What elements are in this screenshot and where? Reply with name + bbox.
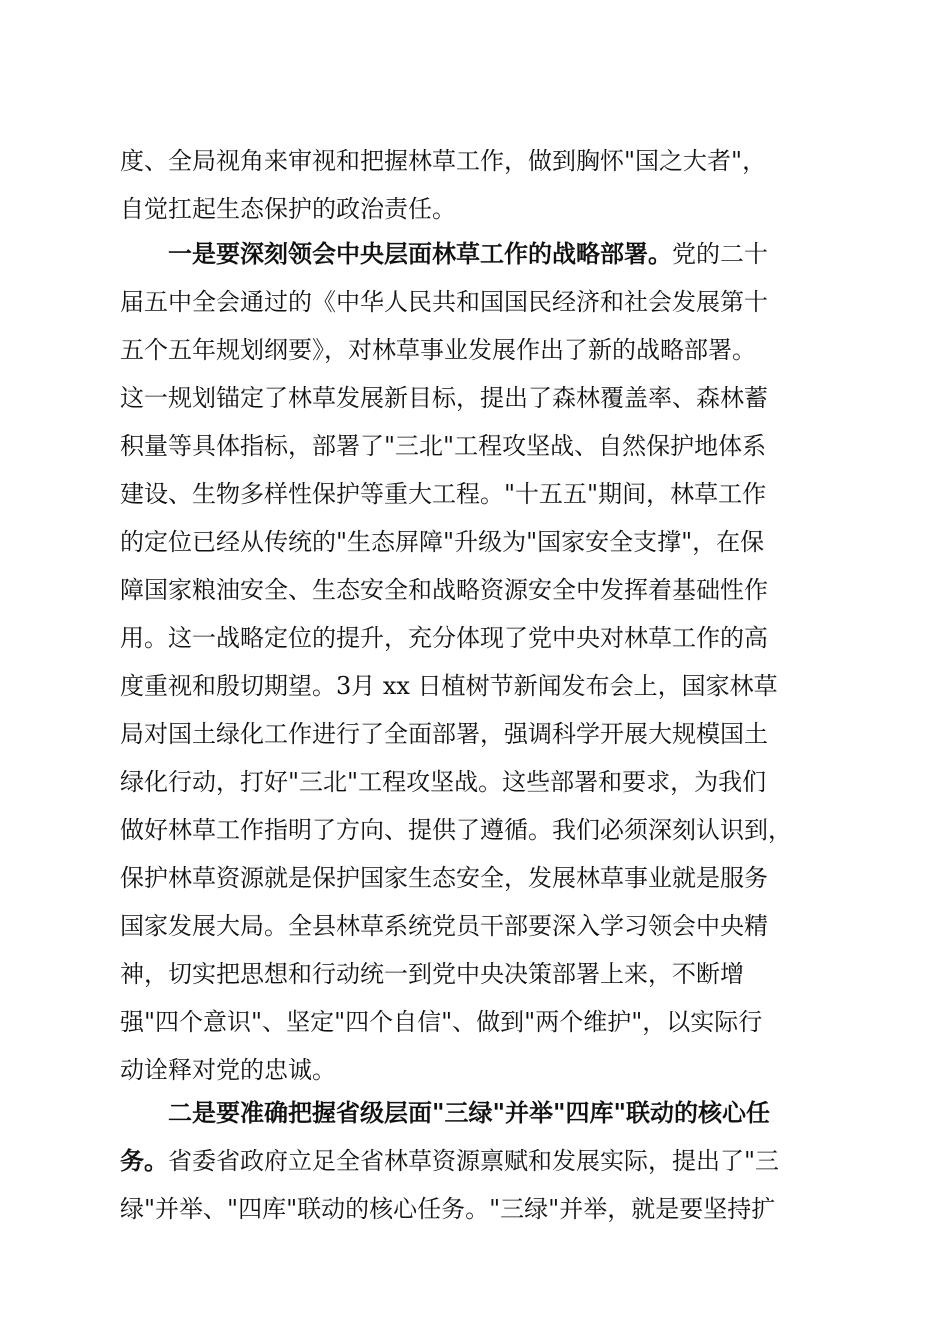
paragraph-line: [120, 1137, 950, 1185]
body-text-line: 这一规划锚定了林草发展新目标，提出了森林覆盖率、森林蓄: [120, 384, 768, 412]
body-text-line: 的定位已经从传统的"生态屏障"升级为"国家安全支撑"，在保: [120, 528, 765, 556]
body-text-line: 做好林草工作指明了方向、提供了遵循。我们必须深刻认识到，: [120, 816, 792, 844]
body-text-line: 强"四个意识"、坚定"四个自信"、做到"两个维护"，以实际行: [120, 1008, 763, 1036]
body-text-line: 度、全局视角来审视和把握林草工作，做到胸怀"国之大者"，: [120, 147, 767, 175]
body-text-line: 用。这一战略定位的提升，充分体现了党中央对林草工作的高: [120, 624, 768, 652]
body-text-line: 绿"并举、"四库"联动的核心任务。"三绿"并举，就是要坚持扩: [120, 1195, 776, 1223]
body-text-line: 动诠释对党的忠诚。: [120, 1056, 336, 1084]
section-heading: 一是要深刻领会中央层面林草工作的战略部署。: [168, 239, 672, 268]
body-text-line: 度重视和殷切期望。3月 xx 日植树节新闻发布会上，国家林草: [120, 672, 778, 700]
section-heading: 二是要准确把握省级层面"三绿"并举"四库"联动的核心任: [168, 1098, 771, 1127]
body-text-line: 届五中全会通过的《中华人民共和国国民经济和社会发展第十: [120, 288, 768, 316]
body-text-line: 神，切实把思想和行动统一到党中央决策部署上来，不断增: [120, 960, 744, 988]
body-text: 党的二十: [672, 240, 768, 268]
body-text-line: 五个五年规划纲要》，对林草事业发展作出了新的战略部署。: [120, 336, 756, 364]
body-text-line: 国家发展大局。全县林草系统党员干部要深入学习领会中央精: [120, 912, 768, 940]
paragraph-first-line: [168, 230, 950, 278]
body-text-line: 积量等具体指标，部署了"三北"工程攻坚战、自然保护地体系: [120, 432, 767, 460]
body-text-line: 自觉扛起生态保护的政治责任。: [120, 195, 456, 223]
body-text-line: 保护林草资源就是保护国家生态安全，发展林草事业就是服务: [120, 864, 768, 892]
body-text: 省委省政府立足全省林草资源禀赋和发展实际，提出了"三: [168, 1147, 780, 1175]
body-text-line: 建设、生物多样性保护等重大工程。"十五五"期间，林草工作: [120, 480, 767, 508]
section-heading-end: 务。: [120, 1146, 168, 1175]
body-text-line: 局对国土绿化工作进行了全面部署，强调科学开展大规模国土: [120, 720, 768, 748]
body-text-line: 障国家粮油安全、生态安全和战略资源安全中发挥着基础性作: [120, 576, 768, 604]
body-text-line: 绿化行动，打好"三北"工程攻坚战。这些部署和要求，为我们: [120, 768, 767, 796]
